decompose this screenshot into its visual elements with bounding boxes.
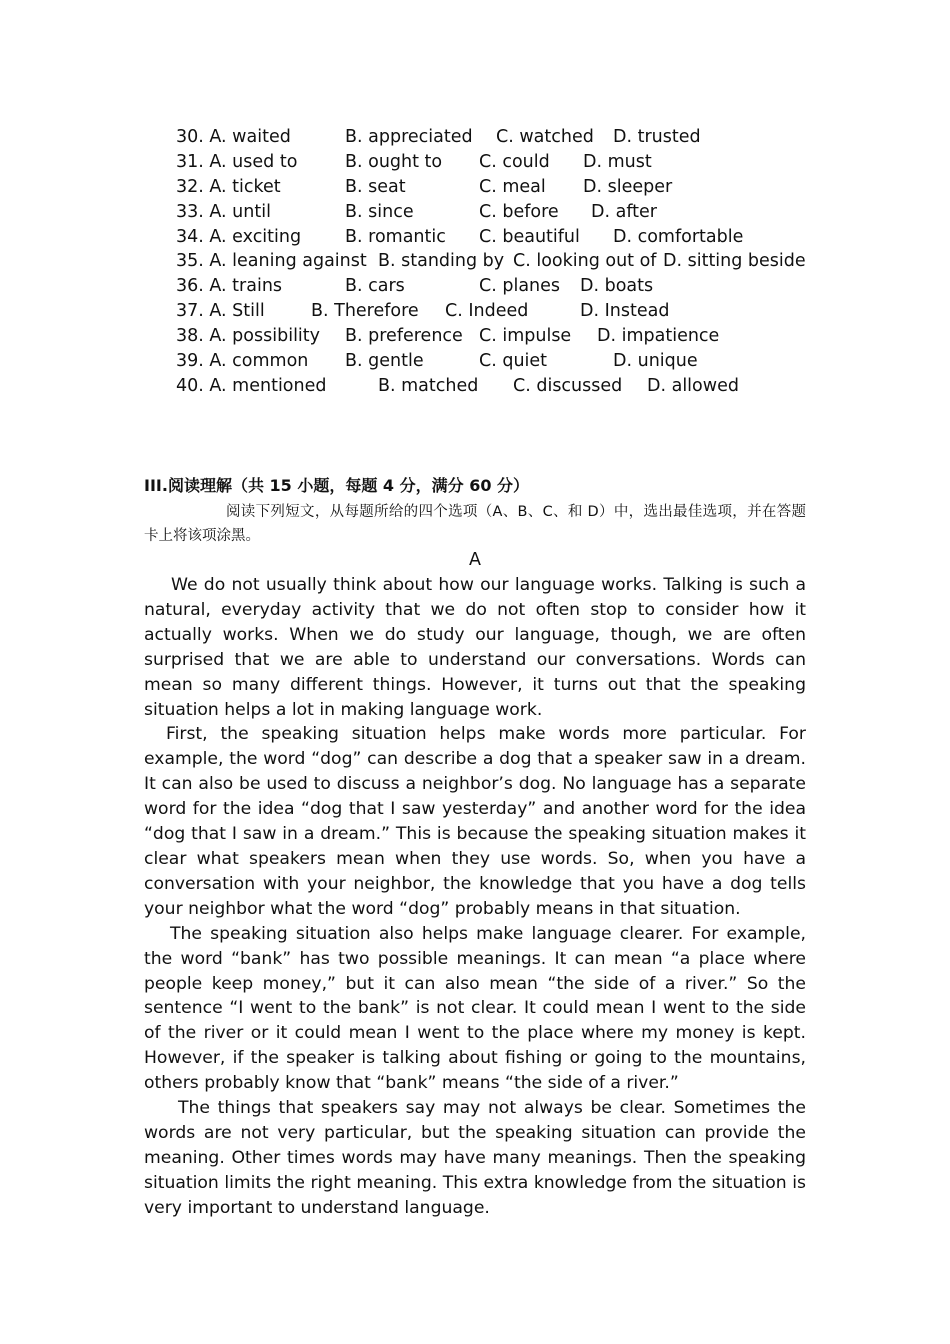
option-d: D. trusted <box>613 127 701 147</box>
option-row-35 <box>176 249 856 274</box>
option-c: C. planes <box>479 276 561 297</box>
option-d: D. comfortable <box>613 226 744 247</box>
option-a: 33. A. until <box>176 201 271 222</box>
option-c: C. watched <box>496 127 594 147</box>
option-a: 40. A. mentioned <box>176 375 327 396</box>
option-d: D. boats <box>580 276 654 297</box>
option-d: D. unique <box>613 351 698 372</box>
option-b: B. standing by <box>378 251 505 272</box>
option-d: D. impatience <box>597 326 720 347</box>
option-b: B. appreciated <box>345 127 473 147</box>
option-b: B. since <box>345 201 414 222</box>
option-b: B. gentle <box>345 351 424 372</box>
option-c: C. beautiful <box>479 226 580 247</box>
passage-paragraph: The things that speakers say may not always be clear. Sometimes the words are not very particular, but the speaking situation can provide the meaning. Other times words may have many meanings. Then the speaking situation limits the right meaning. This extra knowledge from the situation is very important to understand language. <box>144 1098 806 1218</box>
option-d: D. must <box>583 151 652 172</box>
option-row-38 <box>176 324 856 349</box>
passage-body <box>144 573 806 1221</box>
passage-paragraph: The speaking situation also helps make language clearer. For example, the word “bank” has two possible meanings. It can mean “a place where people keep money,” but it can also mean “the side of a river.” So the sentence “I went to the bank” is not clear. It could mean I went to the side of the river or it could mean I went to the place where my money is kept. However, if the speaker is talking about fishing or going to the mountains, others probably know that “bank” means “the side of a river.” <box>144 923 806 1094</box>
option-b: B. Therefore <box>311 301 419 322</box>
option-row-39 <box>176 349 856 374</box>
option-c: C. looking out of <box>513 251 657 272</box>
option-a: 35. A. leaning against <box>176 251 367 272</box>
option-row-37 <box>176 299 856 324</box>
option-d: D. Instead <box>580 301 670 322</box>
passage-paragraph: We do not usually think about how our language works. Talking is such a natural, everyday activity that we do not often stop to consider how it actually works. When we do study our language, though, we are often surprised that we are able to understand our conversations. Words can mean so many different things. However, it turns out that the speaking situation helps a lot in making language work. <box>144 575 806 720</box>
option-b: B. ought to <box>345 151 443 172</box>
option-a: 37. A. Still <box>176 301 265 322</box>
option-row-36 <box>176 274 856 299</box>
option-row-31 <box>176 150 856 175</box>
option-a: 31. A. used to <box>176 151 298 172</box>
passage-label: A <box>469 550 481 570</box>
option-row-32 <box>176 175 856 200</box>
option-c: C. quiet <box>479 351 548 372</box>
option-c: C. before <box>479 201 559 222</box>
option-c: C. meal <box>479 176 546 197</box>
option-d: D. sleeper <box>583 176 673 197</box>
option-b: B. seat <box>345 176 406 197</box>
option-d: D. sitting beside <box>663 251 806 272</box>
option-c: C. discussed <box>513 375 623 396</box>
section-instruction: 阅读下列短文，从每题所给的四个选项（A、B、C、和 D）中，选出最佳选项，并在答题卡上将该项涂黑。 <box>144 504 806 544</box>
option-a: 30. A. waited <box>176 127 291 147</box>
option-b: B. cars <box>345 276 405 297</box>
option-d: D. after <box>591 201 658 222</box>
option-c: C. impulse <box>479 326 572 347</box>
option-c: C. could <box>479 151 550 172</box>
option-a: 32. A. ticket <box>176 176 281 197</box>
option-b: B. romantic <box>345 226 446 247</box>
passage-paragraph: First, the speaking situation helps make words more particular. For example, the word “dog” can describe a dog that a speaker saw in a dream. It can also be used to discuss a neighbor’s dog. No language has a separate word for the idea “dog that I saw yesterday” and another word for the idea “dog that I saw in a dream.” This is because the speaking situation makes it clear what speakers mean when they use words. So, when you have a conversation with your neighbor, the knowledge that you have a dog tells your neighbor what the word “dog” probably means in that situation. <box>144 724 806 919</box>
option-b: B. matched <box>378 375 479 396</box>
option-row-40 <box>176 374 856 399</box>
option-a: 39. A. common <box>176 351 309 372</box>
option-row-33 <box>176 200 856 225</box>
option-d: D. allowed <box>647 375 739 396</box>
section-title: III.阅读理解（共 15 小题，每题 4 分，满分 60 分） <box>144 476 530 495</box>
option-row-30 <box>176 125 856 150</box>
option-a: 34. A. exciting <box>176 226 302 247</box>
answer-options-list <box>176 125 856 399</box>
option-row-34 <box>176 225 856 250</box>
option-c: C. Indeed <box>445 301 529 322</box>
option-b: B. preference <box>345 326 463 347</box>
option-a: 38. A. possibility <box>176 326 321 347</box>
option-a: 36. A. trains <box>176 276 283 297</box>
